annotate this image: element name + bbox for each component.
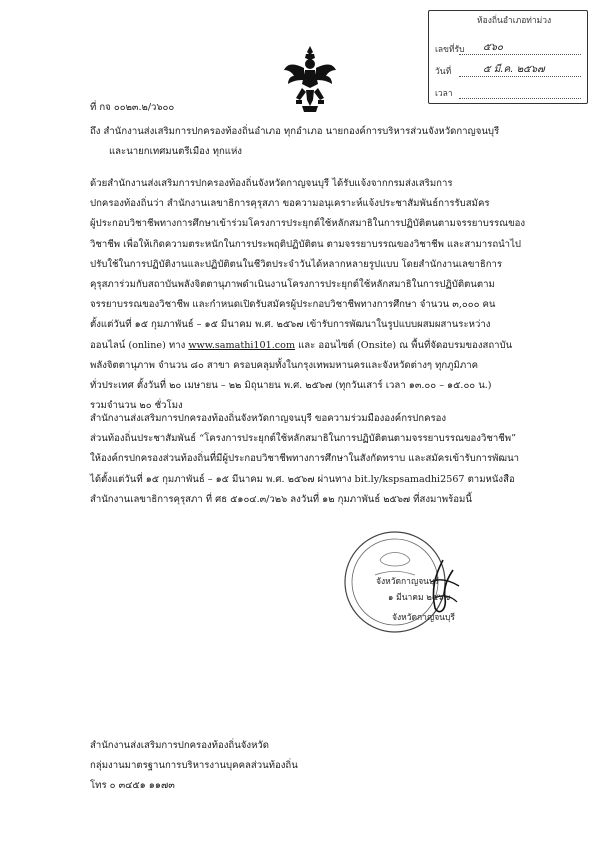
text-line: รวมจำนวน ๒๐ ชั่วโมง [90, 400, 183, 412]
stamp-row-receipt-no [435, 41, 581, 55]
text-line: ตั้งแต่วันที่ ๑๕ กุมภาพันธ์ – ๑๕ มีนาคม พ.ศ. ๒๕๖๗ เข้ารับการพัฒนาในรูปแบบผสมผสานระหว่าง [90, 319, 491, 331]
text-line: ปกครองท้องถิ่นว่า สำนักงานเลขาธิการคุรุสภา ขอความอนุเคราะห์แจ้งประชาสัมพันธ์การรับสมัคร [90, 198, 490, 210]
stamp-value: ๕ มี.ค. ๒๕๖๗ [483, 64, 545, 75]
document-number: ที่ กจ ๐๐๒๓.๒/ว๖๐๐ [90, 102, 175, 113]
text-line: จรรยาบรรณของวิชาชีพ และกำหนดเปิดรับสมัครผู้ประกอบวิชาชีพทางการศึกษา จำนวน ๓,๐๐๐ คน [90, 299, 496, 311]
stamp-row-date [435, 63, 581, 77]
text-line: คุรุสภาร่วมกับสถาบันพลังจิตตานุภาพดำเนินงานโครงการประยุกต์ใช้หลักสมาธิในการปฏิบัติตนตาม [90, 278, 495, 290]
text-line: ด้วยสำนักงานส่งเสริมการปกครองท้องถิ่นจังหวัดกาญจนบุรี ได้รับแจ้งจากกรมส่งเสริมการ [90, 178, 453, 189]
samathi-website-link[interactable]: www.samathi101.com [188, 339, 296, 351]
text-line: ปรับใช้ในการปฏิบัติงานและปฏิบัติตนในชีวิตประจำวันได้หลากหลายรูปแบบ โดยสำนักงานเลขาธิการ [90, 258, 503, 270]
receipt-stamp [428, 10, 588, 104]
signature-date: ๑ มีนาคม ๒๕๖๗ [388, 593, 451, 603]
stamp-label: วันที่ [435, 66, 452, 77]
sender-contact-block [90, 740, 298, 800]
text-line: สำนักงานเลขาธิการคุรุสภา ที่ ศธ ๕๑๐๔.๓/ว๒๖ ลงวันที่ ๑๒ กุมภาพันธ์ ๒๕๖๗ ที่สงมาพร้อมนี้ [90, 493, 472, 505]
text-line: พลังจิตตานุภาพ จำนวน ๘๐ สาขา ครอบคลุมทั้งในกรุงเทพมหานครและจังหวัดต่างๆ ทุกภูมิภาค [90, 359, 479, 371]
text-line-with-link [90, 340, 525, 360]
footer-office: สำนักงานส่งเสริมการปกครองท้องถิ่นจังหวัด [90, 740, 270, 751]
footer-phone: โทร ๐ ๓๔๕๑ ๑๑๗๓ [90, 780, 175, 791]
body-paragraph-2 [90, 413, 519, 514]
stamp-label: เวลา [435, 88, 453, 99]
stamp-label: เลขที่รับ [435, 44, 465, 55]
recipient-line-1: ถึง สำนักงานส่งเสริมการปกครองท้องถิ่นอำเภอ ทุกอำเภอ นายกองค์การบริหารส่วนจังหวัดกาญจนบุรี [90, 126, 500, 137]
text-line: ได้ตั้งแต่วันที่ ๑๕ กุมภาพันธ์ – ๑๕ มีนาคม พ.ศ. ๒๕๖๗ ผ่านทาง bit.ly/kspsamadhi2567 ตามหนังสือ [90, 473, 515, 485]
seal-caption: จังหวัดกาญจนบุรี [392, 613, 455, 623]
text-line: ส่วนท้องถิ่นประชาสัมพันธ์ “โครงการประยุกต์ใช้หลักสมาธิในการปฏิบัติตนตามจรรยาบรรณของวิชาชีพ” [90, 433, 516, 445]
recipient-line-2: และนายกเทศมนตรีเมือง ทุกแห่ง [109, 146, 242, 157]
text-line: ผู้ประกอบวิชาชีพทางการศึกษาเข้าร่วมโครงการประยุกต์ใช้หลักสมาธิในการปฏิบัติตนตามจรรยาบรรณของ [90, 218, 526, 230]
text-segment: ออนไลน์ (online) ทาง [90, 339, 189, 351]
stamp-value: ๕๖๐ [483, 42, 504, 53]
text-line: ทั่วประเทศ ตั้งวันที่ ๒๐ เมษายน – ๒๒ มิถุนายน พ.ศ. ๒๕๖๗ (ทุกวันเสาร์ เวลา ๑๓.๐๐ – ๑๕.๐๐ น.) [90, 379, 492, 391]
stamp-row-time [435, 85, 581, 99]
text-segment: และ ออนไซต์ (Onsite) ณ พื้นที่จัดอบรมของสถาบัน [295, 339, 513, 351]
garuda-emblem-icon [282, 44, 338, 114]
text-line: ให้องค์กรปกครองส่วนท้องถิ่นที่มีผู้ประกอบวิชาชีพทางการศึกษาในสังกัดทราบ และสมัครเข้ารับการพัฒนา [90, 453, 520, 465]
text-line: วิชาชีพ เพื่อให้เกิดความตระหนักในการประพฤติปฏิบัติตน ตามจรรยาบรรณของวิชาชีพ และสามารถนำไป [90, 238, 521, 250]
footer-division: กลุ่มงานมาตรฐานการบริหารงานบุคคลส่วนท้องถิ่น [90, 760, 298, 771]
body-paragraph-1 [90, 178, 525, 420]
text-line: สำนักงานส่งเสริมการปกครองท้องถิ่นจังหวัดกาญจนบุรี ขอความร่วมมืององค์กรปกครอง [90, 413, 447, 424]
signature-province: จังหวัดกาญจนบุรี [376, 577, 439, 587]
stamp-title: ห้องถิ่นอำเภอท่าม่วง [477, 16, 552, 26]
